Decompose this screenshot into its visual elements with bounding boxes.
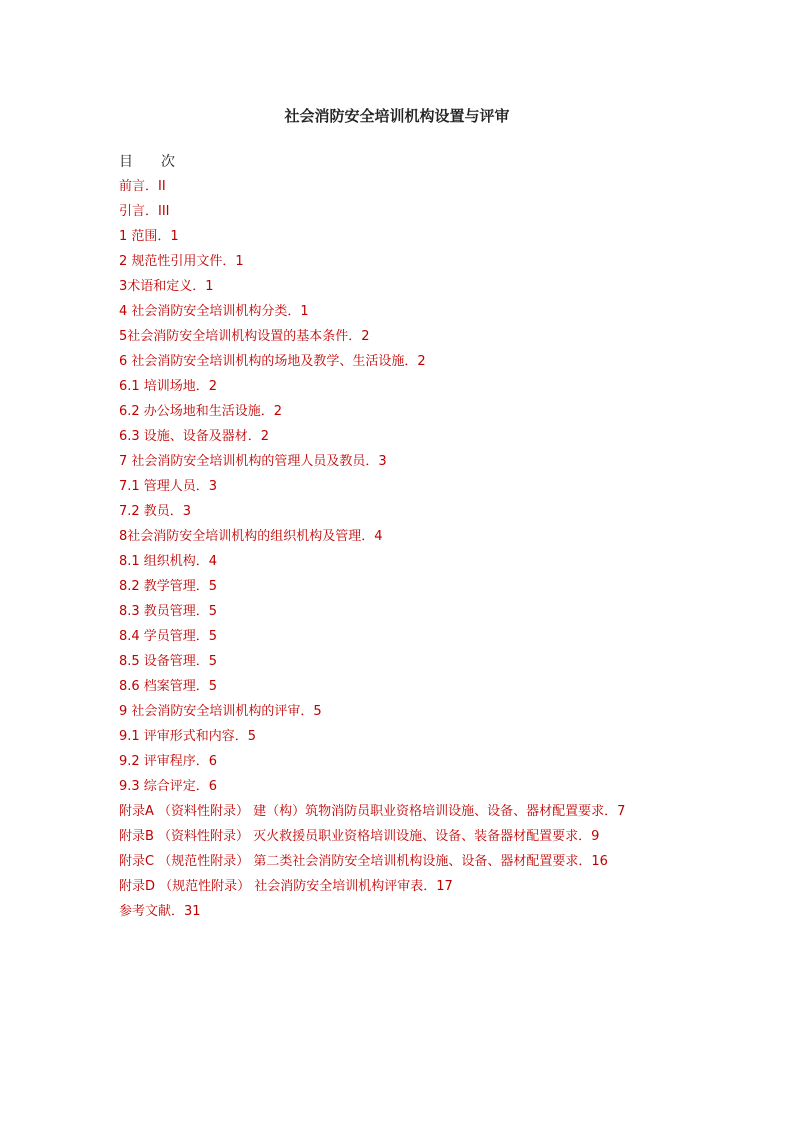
toc-entry-link[interactable]: 8.2 教学管理．5 xyxy=(119,579,218,594)
toc-entry-link[interactable]: 附录D （规范性附录） 社会消防安全培训机构评审表．17 xyxy=(119,879,453,894)
toc-heading-part-2: 次 xyxy=(161,154,175,170)
toc-entry-link[interactable]: 9 社会消防安全培训机构的评审．5 xyxy=(119,704,322,719)
toc-entry-link[interactable]: 8.6 档案管理．5 xyxy=(119,679,218,694)
table-of-contents xyxy=(119,176,625,926)
document-title: 社会消防安全培训机构设置与评审 xyxy=(284,107,510,125)
toc-entry-link[interactable]: 2 规范性引用文件．1 xyxy=(119,254,244,269)
toc-entry-link[interactable]: 9.2 评审程序．6 xyxy=(119,754,218,769)
toc-entry-link[interactable]: 6.2 办公场地和生活设施．2 xyxy=(119,404,283,419)
toc-entry-link[interactable]: 4 社会消防安全培训机构分类．1 xyxy=(119,304,309,319)
toc-entry-link[interactable]: 7.1 管理人员．3 xyxy=(119,479,218,494)
toc-entry-link[interactable]: 9.1 评审形式和内容．5 xyxy=(119,729,257,744)
toc-entry-link[interactable]: 6 社会消防安全培训机构的场地及教学、生活设施．2 xyxy=(119,354,426,369)
toc-entry-link[interactable]: 1 范围．1 xyxy=(119,229,179,244)
toc-entry-link[interactable]: 附录B （资料性附录） 灭火救援员职业资格培训设施、设备、装备器材配置要求．9 xyxy=(119,829,600,844)
toc-entry-link[interactable]: 8.4 学员管理．5 xyxy=(119,629,218,644)
toc-entry-link[interactable]: 参考文献．31 xyxy=(119,904,201,919)
toc-entry-link[interactable]: 6.3 设施、设备及器材．2 xyxy=(119,429,270,444)
toc-entry-link[interactable]: 引言．III xyxy=(119,204,170,219)
toc-entry-link[interactable]: 8.5 设备管理．5 xyxy=(119,654,218,669)
toc-entry-link[interactable]: 7.2 教员．3 xyxy=(119,504,192,519)
toc-entry-link[interactable]: 7 社会消防安全培训机构的管理人员及教员．3 xyxy=(119,454,387,469)
toc-entry-link[interactable]: 附录C （规范性附录） 第二类社会消防安全培训机构设施、设备、器材配置要求．16 xyxy=(119,854,608,869)
toc-entry-link[interactable]: 8社会消防安全培训机构的组织机构及管理．4 xyxy=(119,529,383,544)
toc-heading-part-1: 目 xyxy=(119,154,133,170)
toc-entry-link[interactable]: 前言．II xyxy=(119,179,166,194)
toc-entry-link[interactable]: 5社会消防安全培训机构设置的基本条件．2 xyxy=(119,329,370,344)
toc-entry-link[interactable]: 3术语和定义．1 xyxy=(119,279,214,294)
toc-entry-link[interactable]: 6.1 培训场地．2 xyxy=(119,379,218,394)
toc-entry-link[interactable]: 8.1 组织机构．4 xyxy=(119,554,218,569)
toc-heading xyxy=(119,151,175,171)
toc-entry-link[interactable]: 8.3 教员管理．5 xyxy=(119,604,218,619)
toc-entry-link[interactable]: 附录A （资料性附录） 建（构）筑物消防员职业资格培训设施、设备、器材配置要求．7 xyxy=(119,804,626,819)
toc-entry-link[interactable]: 9.3 综合评定．6 xyxy=(119,779,218,794)
